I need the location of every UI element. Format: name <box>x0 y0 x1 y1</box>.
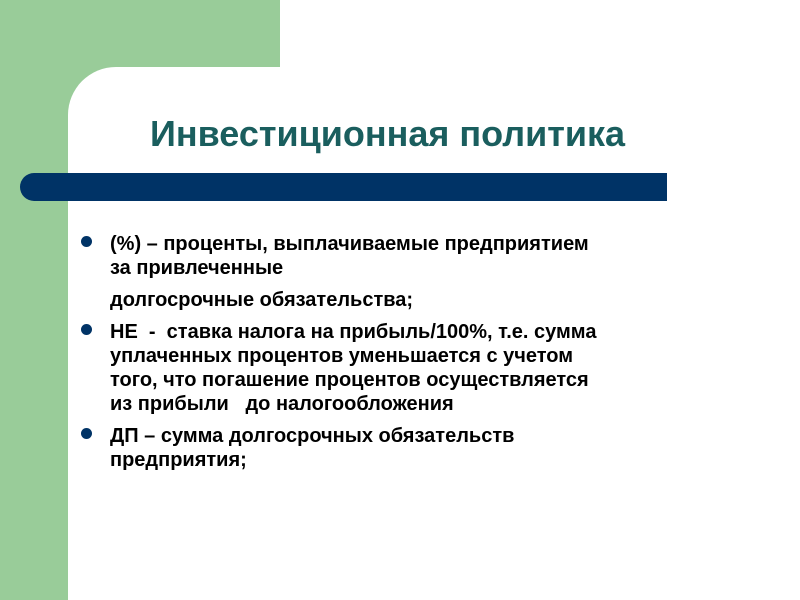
bullet-item-debt <box>80 424 770 472</box>
bullet-text-line: уплаченных процентов уменьшается с учетом <box>110 345 574 367</box>
title-underline-bar <box>20 173 667 201</box>
bullet-text-line: НЕ - ставка налога на прибыль/100%, т.е. сумма <box>110 321 597 343</box>
bullet-item-tax <box>80 320 770 416</box>
bullet-text-line: за привлеченные <box>110 257 284 279</box>
bullet-item-interest <box>80 232 770 312</box>
bullet-icon <box>81 236 92 247</box>
bullet-text-line: того, что погашение процентов осуществляется <box>110 369 589 391</box>
bullet-text-line: ДП – сумма долгосрочных обязательств <box>110 425 515 447</box>
bullet-text-continuation: долгосрочные обязательства; <box>110 289 414 311</box>
bullet-icon <box>81 324 92 335</box>
bullet-icon <box>81 428 92 439</box>
bullet-text-line: (%) – проценты, выплачиваемые предприятием <box>110 233 589 255</box>
bullet-text-line: из прибыли до налогообложения <box>110 393 454 415</box>
bullet-list <box>80 232 770 480</box>
slide-title: Инвестиционная политика <box>150 113 626 154</box>
bullet-text-line: предприятия; <box>110 449 247 471</box>
